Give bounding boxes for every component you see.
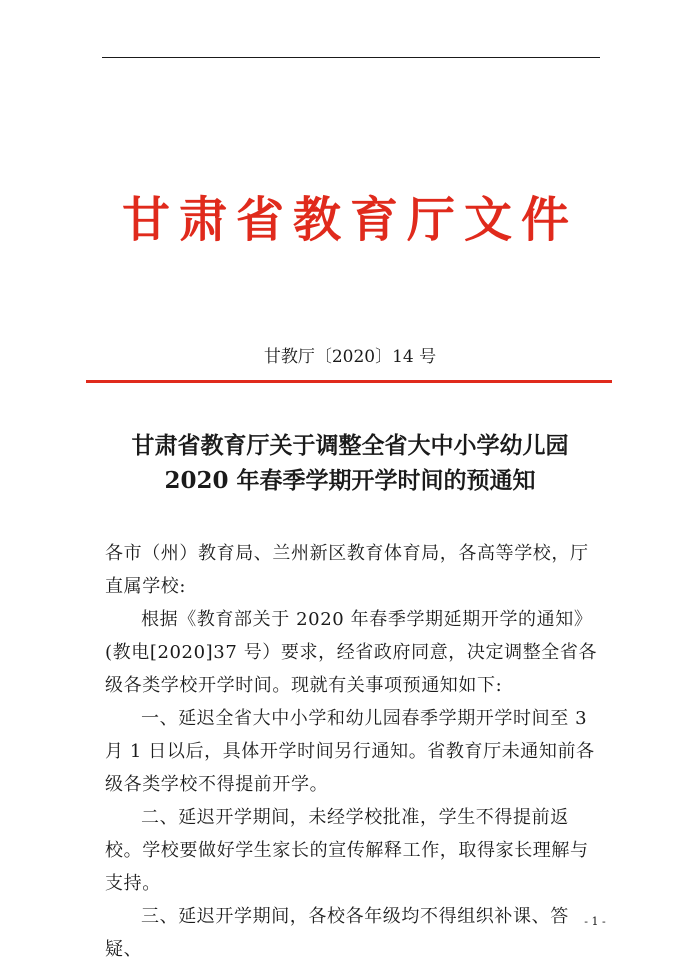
top-divider [102, 57, 600, 58]
title-line-1: 甘肃省教育厅关于调整全省大中小学幼儿园 [131, 432, 569, 459]
body-paragraph: 二、延迟开学期间，未经学校批准，学生不得提前返校。学校要做好学生家长的宣传解释工作，取得家长理解与支持。 [105, 807, 589, 894]
page-number: - 1 - [584, 915, 606, 928]
recipients-line: 各市（州）教育局、兰州新区教育体育局，各高等学校，厅直属学校: [105, 543, 589, 597]
red-divider [86, 380, 612, 383]
document-number: 甘教厅〔2020〕14 号 [263, 347, 437, 367]
document-body [105, 537, 605, 966]
body-paragraph: 三、延迟开学期间，各校各年级均不得组织补课、答疑、 [105, 906, 569, 960]
issuing-authority-header: 甘肃省教育厅文件 [121, 192, 578, 248]
title-line-2: 2020 年春季学期开学时间的预通知 [164, 467, 536, 494]
body-paragraph: 根据《教育部关于 2020 年春季学期延期开学的通知》(教电[2020]37 号）要求，经省政府同意，决定调整全省各级各类学校开学时间。现就有关事项预通知如下: [105, 609, 598, 696]
body-paragraph: 一、延迟全省大中小学和幼儿园春季学期开学时间至 3 月 1 日以后，具体开学时间另行通知。省教育厅未通知前各级各类学校不得提前开学。 [105, 708, 595, 795]
document-title [70, 428, 630, 498]
